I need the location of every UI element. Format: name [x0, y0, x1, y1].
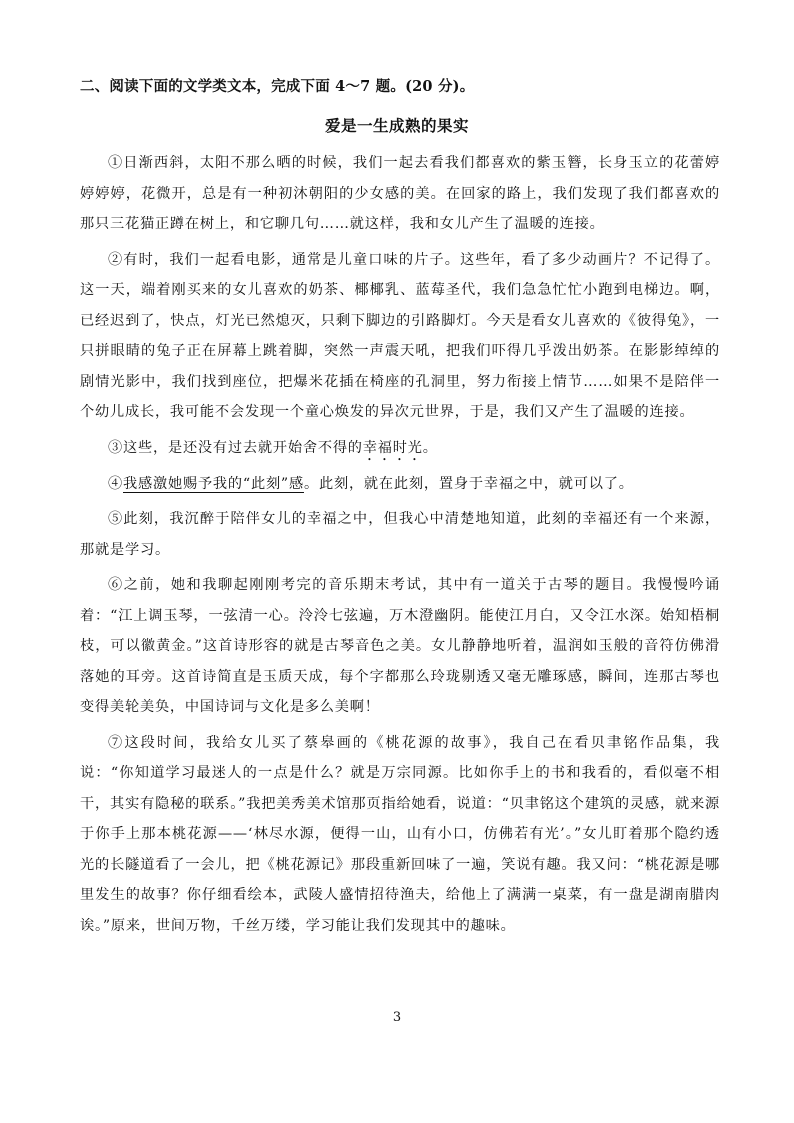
paragraph-3-end: 。 [422, 439, 438, 456]
article-body [80, 148, 720, 941]
paragraph-4 [80, 469, 720, 500]
paragraph-3-text: ③这些，是还没有过去就开始舍不得的 [108, 439, 363, 456]
section-heading: 二、阅读下面的文学类文本，完成下面 4～7 题。(20 分)。 [80, 78, 475, 95]
page-number: 3 [392, 1010, 402, 1025]
paragraph-2: ②有时，我们一起看电影，通常是儿童口味的片子。这些年，看了多少动画片？不记得了。这一天，端着刚买来的女儿喜欢的奶茶、椰椰乳、蓝莓圣代，我们急急忙忙小跑到电梯边。啊，已经迟到了，快点，灯光已然熄灭，只剩下脚边的引路脚灯。今天是看女儿喜欢的《彼得兔》，一只拼眼睛的兔子正在屏幕上跳着脚，突然一声震天吼，把我们吓得几乎泼出奶茶。在影影绰绰的剧情光影中，我们找到座位，把爆米花插在椅座的孔洞里，努力衔接上情节……如果不是陪伴一个幼儿成长，我可能不会发现一个童心焕发的异次元世界，于是，我们又产生了温暖的连接。 [80, 251, 720, 420]
paragraph-6: ⑥之前，她和我聊起刚刚考完的音乐期末考试，其中有一道关于古琴的题目。我慢慢吟诵着：“江上调玉琴，一弦清一心。泠泠七弦遍，万木澄幽阴。能使江月白，又令江水深。始知梧桐枝，可以徽黄金。”这首诗形容的就是古琴音色之美。女儿静静地听着，温润如玉般的音符仿佛滑落她的耳旁。这首诗简直是玉质天成，每个字都那么玲珑剔透又毫无雕琢感，瞬间，连那古琴也变得美轮美奂，中国诗词与文化是多么美啊！ [80, 577, 720, 715]
paragraph-5: ⑤此刻，我沉醉于陪伴女儿的幸福之中，但我心中清楚地知道，此刻的幸福还有一个来源，那就是学习。 [80, 511, 720, 558]
emphasized-phrase: 幸福时光 [362, 439, 423, 456]
paragraph-4-number: ④ [108, 475, 123, 492]
paragraph-1: ①日渐西斜，太阳不那么晒的时候，我们一起去看我们都喜欢的紫玉簪，长身玉立的花蕾婷婷婷婷，花微开，总是有一种初沐朝阳的少女感的美。在回家的路上，我们发现了我们都喜欢的那只三花猫正蹲在树上，和它聊几句……就这样，我和女儿产生了温暖的连接。 [80, 155, 720, 232]
underlined-sentence: 我感激她赐予我的“此刻”感 [123, 475, 304, 492]
paragraph-7: ⑦这段时间，我给女儿买了蔡皋画的《桃花源的故事》，我自己在看贝聿铭作品集，我说：“你知道学习最迷人的一点是什么？就是万宗同源。比如你手上的书和我看的，看似毫不相干，其实有隐秘的联系。”我把美秀美术馆那页指给她看，说道：“贝聿铭这个建筑的灵感，就来源于你手上那本桃花源——‘林尽水源，便得一山，山有小口，仿佛若有光’。”女儿盯着那个隐约透光的长隧道看了一会儿，把《桃花源记》那段重新回味了一遍，笑说有趣。我又问：“桃花源是哪里发生的故事？你仔细看绘本，武陵人盛情招待渔夫，给他上了满满一桌菜，有一盘是湖南腊肉诶。”原来，世间万物，千丝万缕，学习能让我们发现其中的趣味。 [80, 734, 720, 934]
paragraph-3 [80, 433, 720, 464]
paragraph-4-text: 。此刻，就在此刻，置身于幸福之中，就可以了。 [303, 475, 634, 492]
article-title: 爱是一生成熟的果实 [324, 116, 469, 135]
